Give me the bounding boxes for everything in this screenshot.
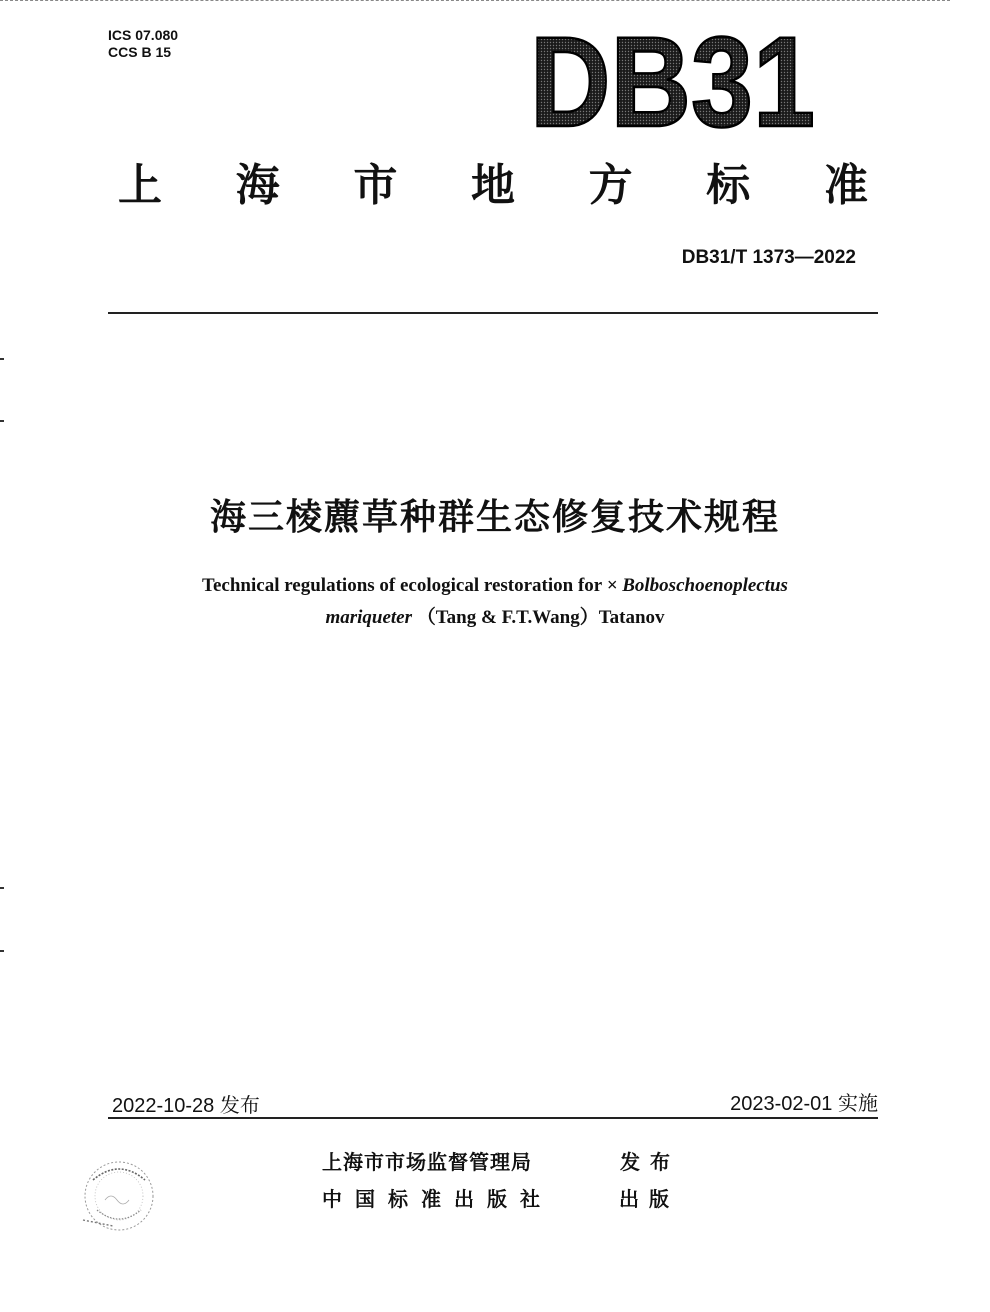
standard-type-char: 标 bbox=[706, 160, 751, 211]
english-title-line1 bbox=[130, 570, 860, 602]
issuer-row bbox=[322, 1146, 680, 1175]
standard-type-char: 地 bbox=[470, 160, 515, 211]
ics-code: ICS 07.080 bbox=[108, 27, 179, 43]
english-title-authority: （Tang & F.T.Wang）Tatanov bbox=[416, 607, 665, 628]
standard-number: DB31/T 1373—2022 bbox=[681, 247, 856, 268]
db31-logo bbox=[528, 11, 818, 154]
header-rule bbox=[108, 312, 878, 314]
standard-type-char: 准 bbox=[823, 160, 868, 211]
top-dashed-border bbox=[0, 0, 950, 1]
scan-margin-mark bbox=[0, 950, 4, 952]
chinese-title: 海三棱藨草种群生态修复技术规程 bbox=[209, 497, 780, 538]
publisher-row bbox=[322, 1183, 679, 1212]
standard-type-char: 海 bbox=[235, 160, 280, 211]
issuer-organization: 上海市市场监督管理局 bbox=[322, 1150, 532, 1174]
anti-counterfeit-stamp bbox=[75, 1150, 165, 1240]
english-title-genus: × Bolboschoenoplectus bbox=[606, 575, 788, 596]
db31-logo-text: DB31 bbox=[530, 11, 815, 154]
publisher-organization: 中国标准出版社 bbox=[322, 1187, 553, 1211]
footer-rule bbox=[108, 1117, 878, 1119]
implement-date: 2023-02-01 实施 bbox=[730, 1093, 878, 1115]
standard-type-char: 市 bbox=[353, 160, 398, 211]
english-title bbox=[130, 570, 860, 634]
scan-margin-mark bbox=[0, 358, 4, 360]
scan-margin-mark bbox=[0, 420, 4, 422]
standard-type-char: 方 bbox=[588, 160, 633, 211]
english-title-line2 bbox=[130, 602, 860, 634]
ccs-code: CCS B 15 bbox=[108, 44, 172, 60]
publish-date: 2022-10-28 发布 bbox=[112, 1095, 260, 1117]
issuer-action: 发布 bbox=[619, 1150, 680, 1174]
standard-type-char: 上 bbox=[118, 160, 162, 211]
standard-type-title bbox=[118, 160, 868, 212]
english-title-species: mariqueter bbox=[325, 607, 412, 628]
classification-codes bbox=[108, 27, 178, 61]
english-title-prefix: Technical regulations of ecological restoration for bbox=[202, 575, 602, 596]
publisher-action: 出版 bbox=[618, 1187, 679, 1211]
scan-margin-mark bbox=[0, 887, 4, 889]
